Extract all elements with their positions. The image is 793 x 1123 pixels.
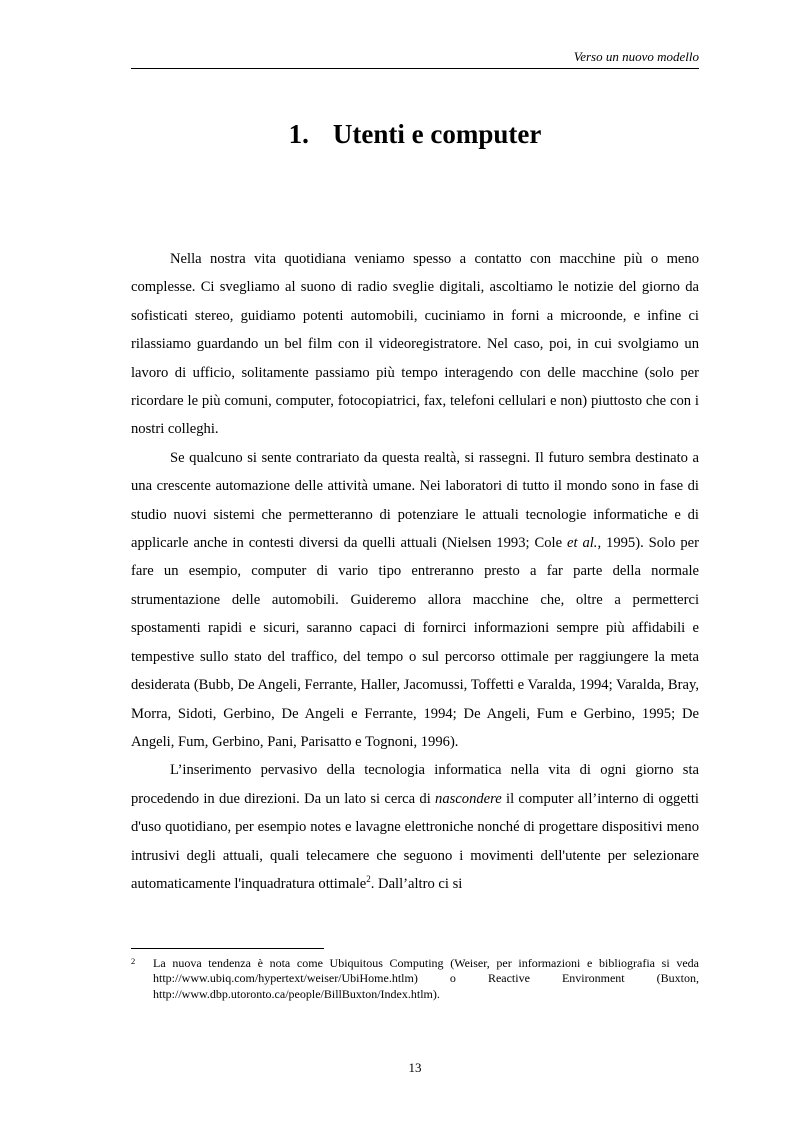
paragraph-2-part-2: , 1995). Solo per fare un esempio, computer di vario tipo entreranno presto a far parte della normale strumentazione delle automobili. Guideremo allora macchine che, oltre a permetterci spostamenti rapidi e sicuri, saranno capaci di fornirci informazioni sempre più affidabili e tempestive sullo stato del traffico, del tempo o sul percorso ottimale per raggiungere la meta desiderata (Bubb, De Angeli, Ferrante, Haller, Jacomussi, Toffetti e Varalda, 1994; Varalda, Bray, Morra, Sidoti, Gerbino, De Angeli e Ferrante, 1994; De Angeli, Fum e Gerbino, 1995; De Angeli, Fum, Gerbino, Pani, Parisatto e Tognoni, 1996). <box>131 535 699 750</box>
running-header: Verso un nuovo modello <box>573 49 699 64</box>
page-number: 13 <box>408 1060 422 1075</box>
chapter-title <box>131 116 699 152</box>
footnote-mark: 2 <box>131 956 136 966</box>
footnote-text: La nuova tendenza è nota come Ubiquitous Computing (Weiser, per informazioni e bibliografia si veda http://www.ubiq.com/hypertext/weiser/UbiHome.htlm) o Reactive Environment (Buxton, http://www.dbp.utoronto.ca/people/BillBuxton/Index.htlm). <box>153 956 699 1001</box>
body-text <box>131 245 699 898</box>
chapter-number: 1. <box>288 119 309 149</box>
footnote-reference: 2 <box>366 874 371 885</box>
header-rule <box>131 68 699 69</box>
paragraph-3-part-3: . Dall’altro ci si <box>370 875 463 892</box>
paragraph-2 <box>131 444 699 756</box>
paragraph-3 <box>131 756 699 898</box>
footnote <box>131 956 699 1002</box>
paragraph-2-part-1: Se qualcuno si sente contrariato da questa realtà, si rassegni. Il futuro sembra destinato a una crescente automazione delle attività umane. Nei laboratori di tutto il mondo sono in fase di studio nuovi sistemi che permetteranno di potenziare le attuali tecnologie informatiche e di applicarle anche in contesti diversi da quelli attuali (Nielsen 1993; Cole <box>131 449 699 552</box>
paragraph-2-italic: et al. <box>566 535 598 552</box>
paragraph-1: Nella nostra vita quotidiana veniamo spesso a contatto con macchine più o meno complesse. Ci svegliamo al suono di radio sveglie digitali, ascoltiamo le notizie del giorno da sofisticati stereo, guidiamo potenti automobili, cuciniamo in forni a microonde, e infine ci rilassiamo guardando un bel film con il videoregistratore. Nel caso, poi, in cui svolgiamo un lavoro di ufficio, solitamente passiamo più tempo interagendo con delle macchine (solo per ricordare le più comuni, computer, fotocopiatrici, fax, telefoni cellulari e non) piuttosto che con i nostri colleghi. <box>131 251 699 438</box>
paragraph-3-italic: nascondere <box>435 790 502 807</box>
paragraph-3-part-1: L’inserimento pervasivo della tecnologia informatica nella vita di ogni giorno sta procedendo in due direzioni. Da un lato si cerca di <box>131 762 699 807</box>
paragraph-3-part-2: il computer all’interno di oggetti d'uso quotidiano, per esempio notes e lavagne elettroniche nonché di progettare dispositivi meno intrusivi degli attuali, quali telecamere che seguono i movimenti dell'utente per selezionare automaticamente l'inquadratura ottimale <box>131 790 699 892</box>
chapter-title-text: Utenti e computer <box>332 119 542 149</box>
footnote-rule <box>131 948 324 949</box>
